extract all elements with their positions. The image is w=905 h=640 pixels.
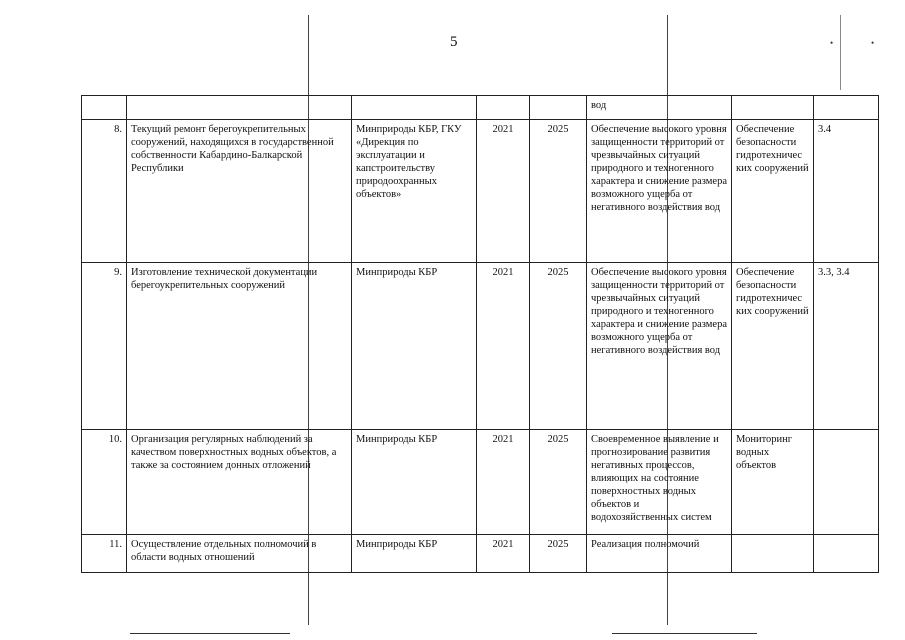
cell-executor: Минприроды КБР [352,430,477,535]
cell-start: 2021 [477,263,530,430]
cell-start [477,96,530,120]
cell-outcome: вод [587,96,732,120]
corner-mark: • [871,38,875,48]
cell-link: Обеспечение безопасности гидротехничес ких сооружений [732,263,814,430]
cell-task: Текущий ремонт берегоукрепительных сооружений, находящихся в государственной собственности Кабардино-Балкарской Республики [127,120,352,263]
table-row [82,120,879,263]
cell-outcome: Обеспечение высокого уровня защищенности территорий от чрезвычайных ситуаций природного и техногенного характера и снижение размера возможного ущерба от негативного воздействия вод [587,120,732,263]
cell-task: Организация регулярных наблюдений за качеством поверхностных водных объектов, а также за состоянием донных отложений [127,430,352,535]
cell-outcome: Своевременное выявление и прогнозирование развития негативных процессов, влияющих на состояние поверхностных водных объектов и водохозяйственных систем [587,430,732,535]
cell-num: 9. [82,263,127,430]
table-row [82,430,879,535]
cell-executor: Минприроды КБР [352,535,477,573]
cell-link: Обеспечение безопасности гидротехничес ких сооружений [732,120,814,263]
table-row [82,535,879,573]
cell-indicator [814,96,879,120]
cell-end: 2025 [530,120,587,263]
cell-link [732,535,814,573]
cell-num [82,96,127,120]
cell-indicator: 3.4 [814,120,879,263]
cell-num: 8. [82,120,127,263]
cell-end: 2025 [530,535,587,573]
cell-task [127,96,352,120]
measures-table [81,95,879,573]
cell-indicator: 3.3, 3.4 [814,263,879,430]
cell-executor: Минприроды КБР, ГКУ «Дирекция по эксплуатации и капстроительству природоохранных объектов» [352,120,477,263]
cell-link [732,96,814,120]
cell-indicator [814,430,879,535]
table-row [82,96,879,120]
cell-outcome: Реализация полномочий [587,535,732,573]
bottom-rule [130,633,290,634]
cell-start: 2021 [477,120,530,263]
corner-mark: • [830,38,834,48]
cell-end [530,96,587,120]
cell-outcome: Обеспечение высокого уровня защищенности территорий от чрезвычайных ситуаций природного и техногенного характера и снижение размера возможного ущерба от негативного воздействия вод [587,263,732,430]
cell-end: 2025 [530,430,587,535]
cell-start: 2021 [477,535,530,573]
page-number: 5 [450,34,458,50]
cell-executor: Минприроды КБР [352,263,477,430]
bottom-rule [612,633,757,634]
scan-fold-line [840,15,841,90]
cell-end: 2025 [530,263,587,430]
cell-indicator [814,535,879,573]
cell-executor [352,96,477,120]
cell-num: 10. [82,430,127,535]
cell-num: 11. [82,535,127,573]
table-row [82,263,879,430]
cell-task: Изготовление технической документации берегоукрепительных сооружений [127,263,352,430]
cell-task: Осуществление отдельных полномочий в области водных отношений [127,535,352,573]
cell-start: 2021 [477,430,530,535]
cell-link: Мониторинг водных объектов [732,430,814,535]
